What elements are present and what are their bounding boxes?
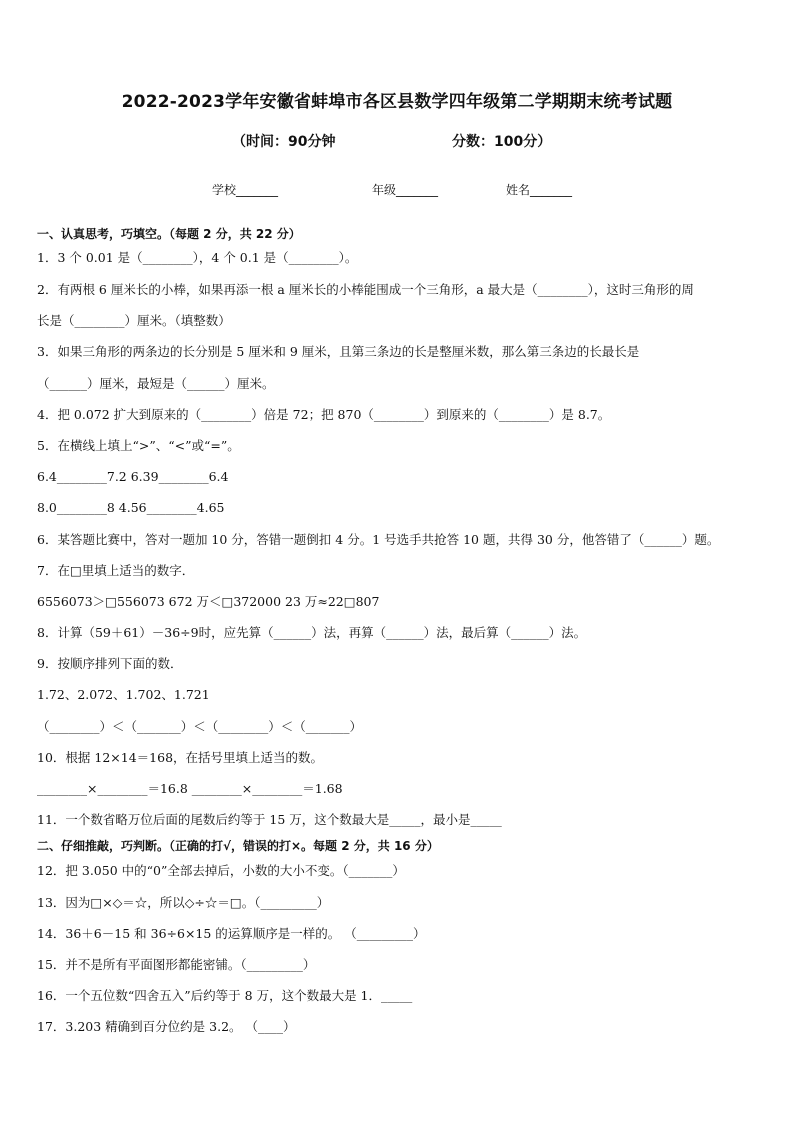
question-line: 16．一个五位数“四舍五入”后约等于 8 万，这个数最大是 1．_____ — [37, 988, 413, 1003]
question-line: 6.4________7.2 6.39________6.4 — [37, 469, 229, 484]
question-line: 4．把 0.072 扩大到原来的（________）倍是 72；把 870（________）到原来的（________）是 8.7。 — [37, 407, 611, 422]
question-line: 6．某答题比赛中，答对一题加 10 分，答错一题倒扣 4 分。1 号选手共抢答 10 题，共得 30 分，他答错了（______）题。 — [37, 532, 720, 547]
question-line: 9．按顺序排列下面的数． — [37, 656, 183, 671]
question-line: 13．因为□×◇＝☆，所以◇÷☆＝□。（_________） — [37, 895, 330, 910]
question-line: 12．把 3.050 中的“0”全部去掉后，小数的大小不变。（_______） — [37, 863, 405, 878]
question-line: 8．计算（59＋61）－36÷9时，应先算（______）法，再算（______）法，最后算（______）法。 — [37, 625, 587, 640]
question-line: 6556073＞□556073 672 万＜□372000 23 万≈22□807 — [37, 594, 380, 609]
exam-score: 分数：100分） — [452, 134, 552, 150]
exam-time: （时间：90分钟 — [232, 134, 336, 150]
name-field: 姓名_______ — [506, 183, 573, 197]
question-line: 17．3.203 精确到百分位约是 3.2。 （____） — [37, 1019, 296, 1034]
exam-title: 2022-2023学年安徽省蚌埠市各区县数学四年级第二学期期末统考试题 — [121, 92, 673, 112]
question-line: 15．并不是所有平面图形都能密铺。（_________） — [37, 957, 316, 972]
school-field: 学校_______ — [212, 183, 279, 197]
question-line: 7．在□里填上适当的数字． — [37, 563, 195, 578]
question-line: 8.0________8 4.56________4.65 — [37, 500, 225, 515]
question-line: 3．如果三角形的两条边的长分别是 5 厘米和 9 厘米，且第三条边的长是整厘米数，那么第三条边的长最长是 — [37, 344, 640, 359]
question-line: 5．在横线上填上“>”、“<”或“=”。 — [37, 438, 240, 453]
question-line: （______）厘米，最短是（______）厘米。 — [37, 376, 275, 391]
section-2-heading: 二、仔细推敲，巧判断。（正确的打√，错误的打×。每题 2 分，共 16 分） — [37, 839, 439, 853]
question-line: 2．有两根 6 厘米长的小棒，如果再添一根 a 厘米长的小棒能围成一个三角形，a 最大是（________），这时三角形的周 — [37, 282, 694, 297]
question-line: 11．一个数省略万位后面的尾数后约等于 15 万，这个数最大是_____，最小是_____ — [37, 812, 502, 827]
question-line: ________×________＝16.8 ________×________＝1.68 — [37, 781, 343, 796]
question-line: 1．3 个 0.01 是（________），4 个 0.1 是（________）。 — [37, 250, 358, 265]
question-line: 长是（________）厘米。（填整数） — [37, 313, 231, 328]
section-1-heading: 一、认真思考，巧填空。（每题 2 分，共 22 分） — [37, 227, 301, 241]
grade-field: 年级_______ — [372, 183, 439, 197]
question-line: 1.72、2.072、1.702、1.721 — [37, 687, 210, 702]
question-line: 10．根据 12×14＝168，在括号里填上适当的数。 — [37, 750, 324, 765]
question-line: （________）＜（_______）＜（________）＜（_______） — [37, 719, 363, 734]
question-line: 14．36＋6－15 和 36÷6×15 的运算顺序是一样的。 （_________） — [37, 926, 426, 941]
